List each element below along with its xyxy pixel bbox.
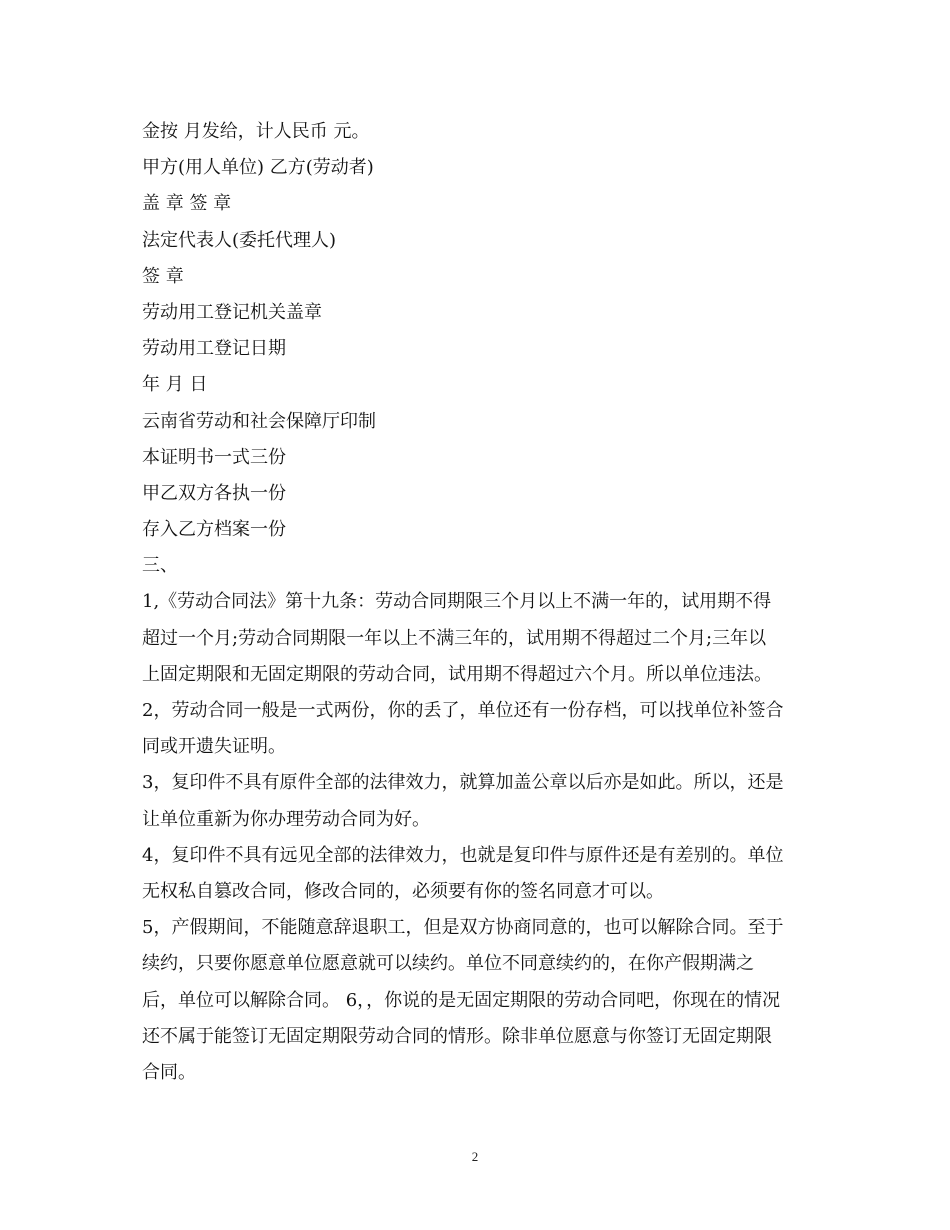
paragraph-5	[142, 910, 810, 1091]
paragraph-3	[142, 765, 810, 837]
document-body	[142, 114, 810, 1091]
paragraph-1	[142, 584, 810, 693]
paragraph-line: 2，劳动合同一般是一式两份，你的丢了，单位还有一份存档，可以找单位补签合	[142, 700, 784, 721]
text-line: 甲方(用人单位) 乙方(劳动者)	[142, 157, 374, 179]
text-line: 法定代表人(委托代理人)	[142, 229, 337, 251]
text-line: 盖 章 签 章	[142, 193, 232, 215]
text-line: 存入乙方档案一份	[142, 519, 286, 541]
text-line: 签 章	[142, 265, 184, 287]
text-line: 甲乙双方各执一份	[142, 482, 286, 504]
section-heading: 三、	[142, 555, 178, 577]
paragraph-line: 1,《劳动合同法》第十九条：劳动合同期限三个月以上不满一年的，试用期不得	[142, 591, 772, 613]
text-line: 云南省劳动和社会保障厅印制	[142, 410, 376, 432]
text-line: 劳动用工登记机关盖章	[142, 301, 322, 323]
paragraph-4	[142, 838, 810, 910]
paragraph-line: 3，复印件不具有原件全部的法律效力，就算加盖公章以后亦是如此。所以，还是	[142, 772, 784, 794]
paragraph-line: 无权私自篡改合同，修改合同的，必须要有你的签名同意才可以。	[142, 880, 664, 902]
page-number: 2	[471, 1149, 479, 1164]
text-line: 劳动用工登记日期	[142, 338, 286, 360]
paragraph-line: 合同。	[142, 1061, 196, 1083]
text-line: 本证明书一式三份	[142, 446, 286, 468]
paragraph-line: 5，产假期间，不能随意辞退职工，但是双方协商同意的，也可以解除合同。至于	[142, 917, 784, 939]
paragraph-line: 后，单位可以解除合同。 6，，你说的是无固定期限的劳动合同吧，你现在的情况	[142, 989, 781, 1011]
paragraph-line: 4，复印件不具有远见全部的法律效力，也就是复印件与原件还是有差别的。单位	[142, 844, 784, 866]
text-line: 年 月 日	[142, 374, 208, 396]
paragraph-line: 续约，只要你愿意单位愿意就可以续约。单位不同意续约的，在你产假期满之	[142, 953, 754, 975]
paragraph-2	[142, 693, 810, 765]
paragraph-line: 上固定期限和无固定期限的劳动合同，试用期不得超过六个月。所以单位违法。	[142, 663, 772, 685]
paragraph-line: 超过一个月;劳动合同期限一年以上不满三年的，试用期不得超过二个月;三年以	[142, 627, 767, 649]
text-line: 金按 月发给，计人民币 元。	[142, 121, 370, 142]
paragraph-line: 让单位重新为你办理劳动合同为好。	[142, 808, 430, 830]
paragraph-line: 同或开遗失证明。	[142, 736, 286, 758]
paragraph-line: 还不属于能签订无固定期限劳动合同的情形。除非单位愿意与你签订无固定期限	[142, 1025, 772, 1047]
